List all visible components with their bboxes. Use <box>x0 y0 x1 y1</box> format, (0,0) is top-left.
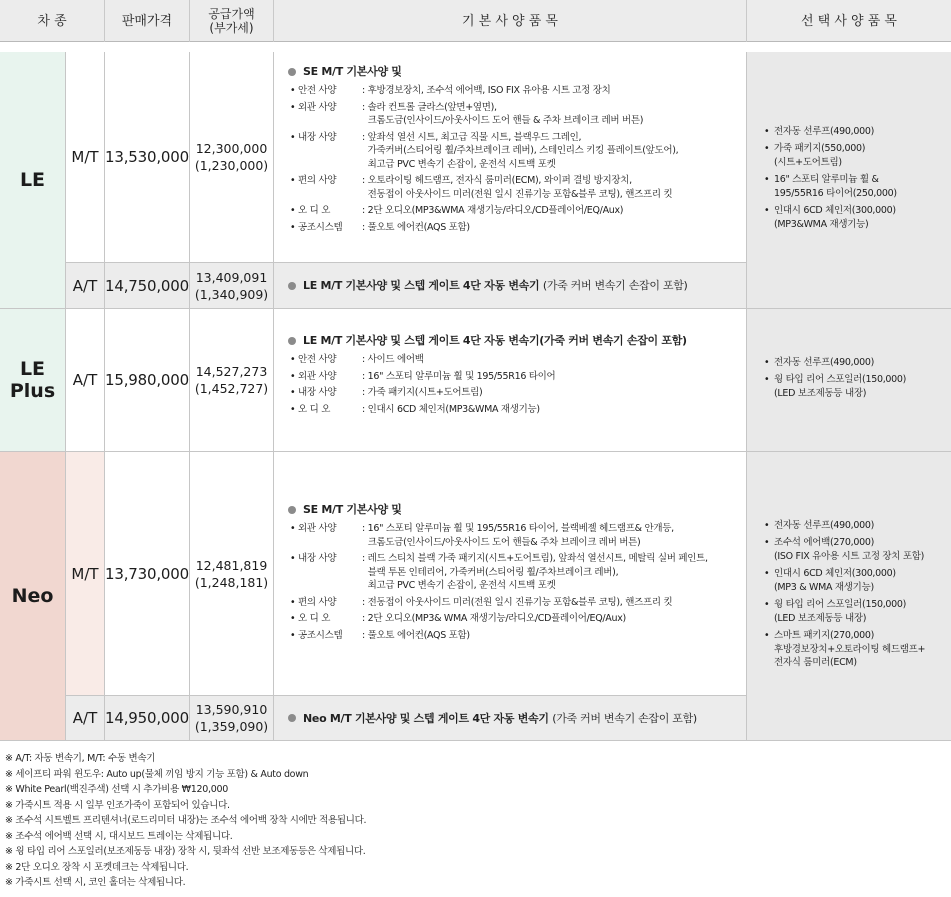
price-cell: 15,980,000 <box>105 309 190 452</box>
transmission-cell: M/T <box>66 452 105 696</box>
bullet-dot-icon <box>288 714 296 722</box>
supply-price-cell: 12,481,819 (1,248,181) <box>190 452 274 696</box>
bullet-dot-icon <box>288 68 296 76</box>
spec-row: • 안전 사양 : 사이드 에어백 <box>290 354 424 365</box>
footnote: ※ 조수석 시트벨트 프리텐셔너(로드리미터 내장)는 조수석 에어백 장착 시에만 적용됩니다. <box>5 815 367 826</box>
option-item: • 16" 스포티 알루미늄 휠 & 195/55R16 타이어(250,000) <box>764 174 897 199</box>
supply-price-cell: 13,409,091 (1,340,909) <box>190 263 274 309</box>
header-trim: 차 종 <box>0 0 105 42</box>
table-header <box>0 0 951 42</box>
price-cell: 14,950,000 <box>105 696 190 741</box>
spec-row: • 오 디 오 : 인대시 6CD 체인저(MP3&WMA 재생기능) <box>290 403 540 415</box>
footnote: ※ 가죽시트 적용 시 일부 인조가죽이 포함되어 있습니다. <box>5 799 230 811</box>
trim-cell-le: LE <box>0 52 66 309</box>
bullet-dot-icon <box>288 282 296 290</box>
spec-headline: Neo M/T 기본사양 및 스텝 게이트 4단 자동 변속기 (가죽 커버 변속기 손잡이 포함) <box>288 711 746 726</box>
bullet-dot-icon <box>288 337 296 345</box>
option-item: • 인대시 6CD 체인저(300,000) (MP3&WMA 재생기능) <box>764 205 896 230</box>
header-price: 판매가격 <box>105 0 190 42</box>
option-item: • 전자동 선루프(490,000) <box>764 519 874 531</box>
option-specs-le <box>747 52 951 309</box>
spec-row: • 공조시스템 : 풀오토 에어컨(AQS 포함) <box>290 629 470 641</box>
spec-row: • 내장 사양 : 앞좌석 열선 시트, 최고급 직물 시트, 블랙우드 그레인, 가죽커버(스티어링 휠/주차브레이크 레버), 스테인리스 키킹 플레이트(앞도어), 최고급 PVC 변속기 손잡이, 운전석 시트백 포켓 <box>290 131 679 170</box>
trim-cell-le-plus: LE Plus <box>0 309 66 452</box>
spec-row: • 내장 사양 : 레드 스티치 블랙 가죽 패키지(시트+도어트림), 앞좌석 열선시트, 메탈릭 실버 페인트, 블랙 투톤 인테리어, 가죽커버(스티어링 휠/주차브레이크 레버), 최고급 PVC 변속기 손잡이, 운전석 시트백 포켓 <box>290 553 708 591</box>
supply-price-cell: 12,300,000 (1,230,000) <box>190 52 274 263</box>
standard-specs-le-mt <box>274 52 747 263</box>
price-cell: 13,730,000 <box>105 452 190 696</box>
transmission-cell: A/T <box>66 263 105 309</box>
option-item: • 조수석 에어백(270,000) (ISO FIX 유아용 시트 고정 장치 포함) <box>764 537 925 562</box>
option-item: • 전자동 선루프(490,000) <box>764 356 874 368</box>
option-item: • 가죽 패키지(550,000) (시트+도어트림) <box>764 143 866 168</box>
spec-row: • 오 디 오 : 2단 오디오(MP3& WMA 재생기능/라디오/CD플레이어/EQ/Aux) <box>290 613 626 624</box>
transmission-cell: A/T <box>66 696 105 741</box>
footnotes <box>5 751 366 891</box>
footnote: ※ White Pearl(백진주색) 선택 시 추가비용 ₩120,000 <box>5 784 228 795</box>
footnote: ※ 2단 오디오 장착 시 포켓데크는 삭제됩니다. <box>5 861 189 873</box>
spec-row: • 외관 사양 : 솔라 컨트롤 글라스(앞면+옆면), 크롬도금(인사이드/아웃사이드 도어 핸들 & 주차 브레이크 레버 버튼) <box>290 101 644 126</box>
price-cell: 14,750,000 <box>105 263 190 309</box>
spec-row: • 내장 사양 : 가죽 패키지(시트+도어트림) <box>290 387 483 398</box>
footnote: ※ 세이프티 파워 윈도우: Auto up(물체 끼임 방지 기능 포함) & Auto down <box>5 768 309 780</box>
footnote: ※ 가죽시트 선택 시, 코인 홀더는 삭제됩니다. <box>5 877 186 888</box>
bullet-dot-icon <box>288 506 296 514</box>
option-specs-neo <box>747 452 951 741</box>
spec-row: • 공조시스템 : 풀오토 에어컨(AQS 포함) <box>290 221 470 233</box>
option-item: • 윙 타입 리어 스포일러(150,000) (LED 보조제동등 내장) <box>764 599 907 624</box>
standard-specs-neo-mt <box>274 452 747 696</box>
standard-specs-neo-at <box>274 696 747 741</box>
trim-cell-neo: Neo <box>0 452 66 741</box>
spec-headline: SE M/T 기본사양 및 <box>288 64 746 79</box>
option-item: • 인대시 6CD 체인저(300,000) (MP3 & WMA 재생기능) <box>764 568 896 593</box>
option-specs-le-plus <box>747 309 951 452</box>
spec-row: • 편의 사양 : 전동접이 아웃사이드 미러(전원 일시 진류기능 포함&블루 코팅), 핸즈프리 킷 <box>290 596 673 608</box>
standard-specs-le-plus <box>274 309 747 452</box>
footnote: ※ A/T: 자동 변속기, M/T: 수동 변속기 <box>5 753 156 764</box>
supply-price-cell: 13,590,910 (1,359,090) <box>190 696 274 741</box>
transmission-cell: A/T <box>66 309 105 452</box>
footnote: ※ 조수석 에어백 선택 시, 대시보드 트레이는 삭제됩니다. <box>5 830 233 842</box>
option-item: • 윙 타입 리어 스포일러(150,000) (LED 보조제동등 내장) <box>764 374 907 399</box>
option-item: • 전자동 선루프(490,000) <box>764 125 874 137</box>
header-option-specs: 선 택 사 양 품 목 <box>800 13 897 29</box>
header-standard-specs: 기 본 사 양 품 목 <box>274 0 747 42</box>
transmission-cell: M/T <box>66 52 105 263</box>
spec-row: • 안전 사양 : 후방경보장치, 조수석 에어백, ISO FIX 유아용 시트 고정 장치 <box>290 85 611 96</box>
spec-row: • 편의 사양 : 오토라이팅 헤드램프, 전자식 룸미러(ECM), 와이퍼 결빙 방지장치, 전동접이 아웃사이드 미러(전원 일시 진류기능 포함&블루 코팅), 핸즈프리 킷 <box>290 175 673 200</box>
spec-row: • 오 디 오 : 2단 오디오(MP3&WMA 재생기능/라디오/CD플레이어/EQ/Aux) <box>290 205 624 216</box>
option-item: • 스마트 패키지(270,000) 후방경보장치+오토라이팅 헤드램프+ 전자식 룸미러(ECM) <box>764 630 926 668</box>
price-cell: 13,530,000 <box>105 52 190 263</box>
header-supply-price: 공급가액 (부가세) <box>190 0 274 42</box>
spec-headline: SE M/T 기본사양 및 <box>288 502 746 517</box>
supply-price-cell: 14,527,273 (1,452,727) <box>190 309 274 452</box>
spec-row: • 외관 사양 : 16" 스포티 알루미늄 휠 및 195/55R16 타이어, 블랙베젤 헤드램프& 안개등, 크롬도금(인사이드/아웃사이드 도어 핸들& 주차 브레이크 레버 버튼) <box>290 523 674 548</box>
spec-headline: LE M/T 기본사양 및 스텝 게이트 4단 자동 변속기 (가죽 커버 변속기 손잡이 포함) <box>288 278 746 293</box>
standard-specs-le-at <box>274 263 747 309</box>
footnote: ※ 윙 타입 리어 스포일러(보조제동등 내장) 장착 시, 뒷좌석 선반 보조제동등은 삭제됩니다. <box>5 846 366 857</box>
spec-row: • 외관 사양 : 16" 스포티 알루미늄 휠 및 195/55R16 타이어 <box>290 370 556 382</box>
spec-headline: LE M/T 기본사양 및 스텝 게이트 4단 자동 변속기(가죽 커버 변속기 손잡이 포함) <box>288 333 746 348</box>
